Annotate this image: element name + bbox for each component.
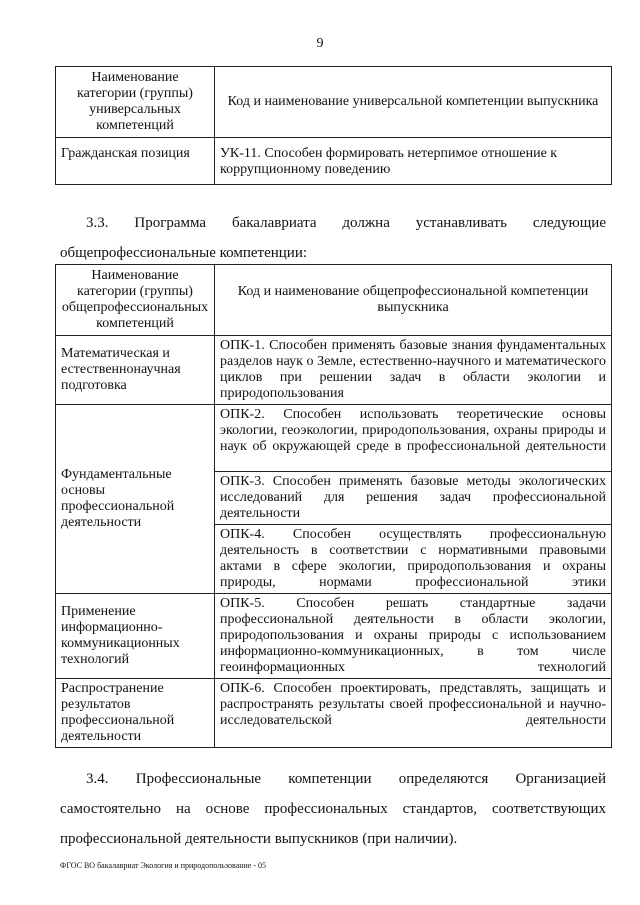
header-category-cell: Наименование категории (группы) общепрофессиональных компетенций (56, 265, 215, 336)
competence-cell: ОПК-6. Способен проектировать, представлять, защищать и распространять результаты своей профессиональной и научно-исследовательской деятельности (215, 679, 612, 748)
competence-cell: ОПК-4. Способен осуществлять профессиональную деятельность в соответствии с нормативными правовыми актами в сфере экологии, природопользования и охраны природы, нормами профессиональной этики (215, 525, 612, 594)
general-professional-competences-table (55, 264, 612, 748)
table-header-row (56, 67, 612, 138)
header-code-cell: Код и наименование общепрофессиональной компетенции выпускника (215, 265, 612, 336)
category-cell: Применение информационно-коммуникационных технологий (56, 594, 215, 679)
header-code-cell: Код и наименование универсальной компетенции выпускника (215, 67, 612, 138)
paragraph-3-3: 3.3. Программа бакалавриата должна устанавливать следующие общепрофессиональные компетенции: (60, 215, 606, 261)
page-number: 9 (316, 36, 324, 51)
table-row (56, 594, 612, 679)
table-row (56, 405, 612, 472)
universal-competences-table (55, 66, 612, 185)
paragraph-3-4: 3.4. Профессиональные компетенции определяются Организацией самостоятельно на основе профессиональных стандартов, соответствующих профессиональной деятельности выпускников (при наличии). (60, 771, 606, 847)
table-row (56, 336, 612, 405)
category-cell: Гражданская позиция (56, 138, 215, 185)
table-header-row (56, 265, 612, 336)
competence-cell: ОПК-5. Способен решать стандартные задачи профессиональной деятельности в области экологии, природопользования и охраны природы с использованием информационно-коммуникационных, в том числе геоинформационных технологий (215, 594, 612, 679)
header-category-cell: Наименование категории (группы) универсальных компетенций (56, 67, 215, 138)
category-cell: Математическая и естественнонаучная подготовка (56, 336, 215, 405)
competence-cell: УК-11. Способен формировать нетерпимое отношение к коррупционному поведению (215, 138, 612, 185)
footer: ФГОС ВО бакалавриат Экология и природопользование - 05 (60, 861, 267, 870)
category-cell: Распространение результатов профессиональной деятельности (56, 679, 215, 748)
table-row (56, 679, 612, 748)
competence-cell: ОПК-2. Способен использовать теоретические основы экологии, геоэкологии, природопользования, охраны природы и наук об окружающей среде в профессиональной деятельности (215, 405, 612, 472)
category-cell: Фундаментальные основы профессиональной деятельности (56, 405, 215, 594)
table-row (56, 138, 612, 185)
competence-cell: ОПК-1. Способен применять базовые знания фундаментальных разделов наук о Земле, естественно-научного и математического циклов при решении задач в области экологии и природопользования (215, 336, 612, 405)
competence-cell: ОПК-3. Способен применять базовые методы экологических исследований для решения задач профессиональной деятельности (215, 472, 612, 525)
